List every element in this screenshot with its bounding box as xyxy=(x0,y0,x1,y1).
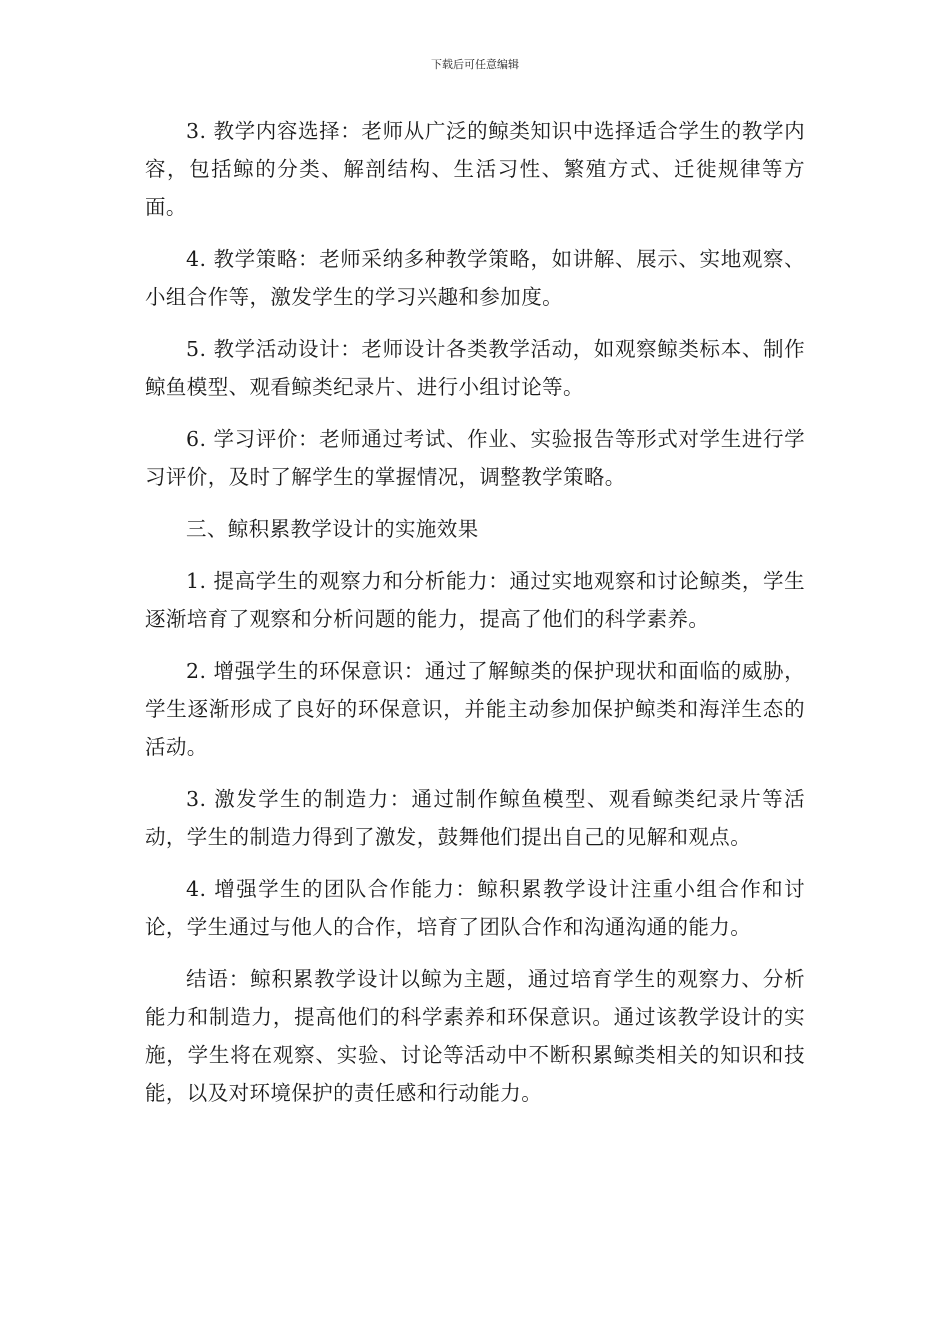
paragraph-learning-evaluation: 6. 学习评价：老师通过考试、作业、实验报告等形式对学生进行学习评价，及时了解学生的掌握情况，调整教学策略。 xyxy=(145,427,805,489)
page-header: 下载后可任意编辑 xyxy=(431,58,519,71)
paragraph-observation-ability: 1. 提高学生的观察力和分析能力：通过实地观察和讨论鲸类，学生逐渐培育了观察和分析问题的能力，提高了他们的科学素养。 xyxy=(145,569,805,631)
paragraph-conclusion: 结语：鲸积累教学设计以鲸为主题，通过培育学生的观察力、分析能力和制造力，提高他们的科学素养和环保意识。通过该教学设计的实施，学生将在观察、实验、讨论等活动中不断积累鲸类相关的知识和技能，以及对环境保护的责任感和行动能力。 xyxy=(145,967,805,1105)
paragraph-content-selection: 3. 教学内容选择：老师从广泛的鲸类知识中选择适合学生的教学内容，包括鲸的分类、解剖结构、生活习性、繁殖方式、迁徙规律等方面。 xyxy=(145,119,805,219)
section-heading-effects: 三、鲸积累教学设计的实施效果 xyxy=(186,517,479,541)
document-body xyxy=(145,112,805,1126)
paragraph-environmental-awareness: 2. 增强学生的环保意识：通过了解鲸类的保护现状和面临的威胁，学生逐渐形成了良好的环保意识，并能主动参加保护鲸类和海洋生态的活动。 xyxy=(145,659,805,759)
paragraph-activity-design: 5. 教学活动设计：老师设计各类教学活动，如观察鲸类标本、制作鲸鱼模型、观看鲸类纪录片、进行小组讨论等。 xyxy=(145,337,805,399)
paragraph-creativity: 3. 激发学生的制造力：通过制作鲸鱼模型、观看鲸类纪录片等活动，学生的制造力得到了激发，鼓舞他们提出自己的见解和观点。 xyxy=(145,787,805,849)
paragraph-teamwork: 4. 增强学生的团队合作能力：鲸积累教学设计注重小组合作和讨论，学生通过与他人的合作，培育了团队合作和沟通沟通的能力。 xyxy=(145,877,805,939)
paragraph-teaching-strategy: 4. 教学策略：老师采纳多种教学策略，如讲解、展示、实地观察、小组合作等，激发学生的学习兴趣和参加度。 xyxy=(145,247,805,309)
